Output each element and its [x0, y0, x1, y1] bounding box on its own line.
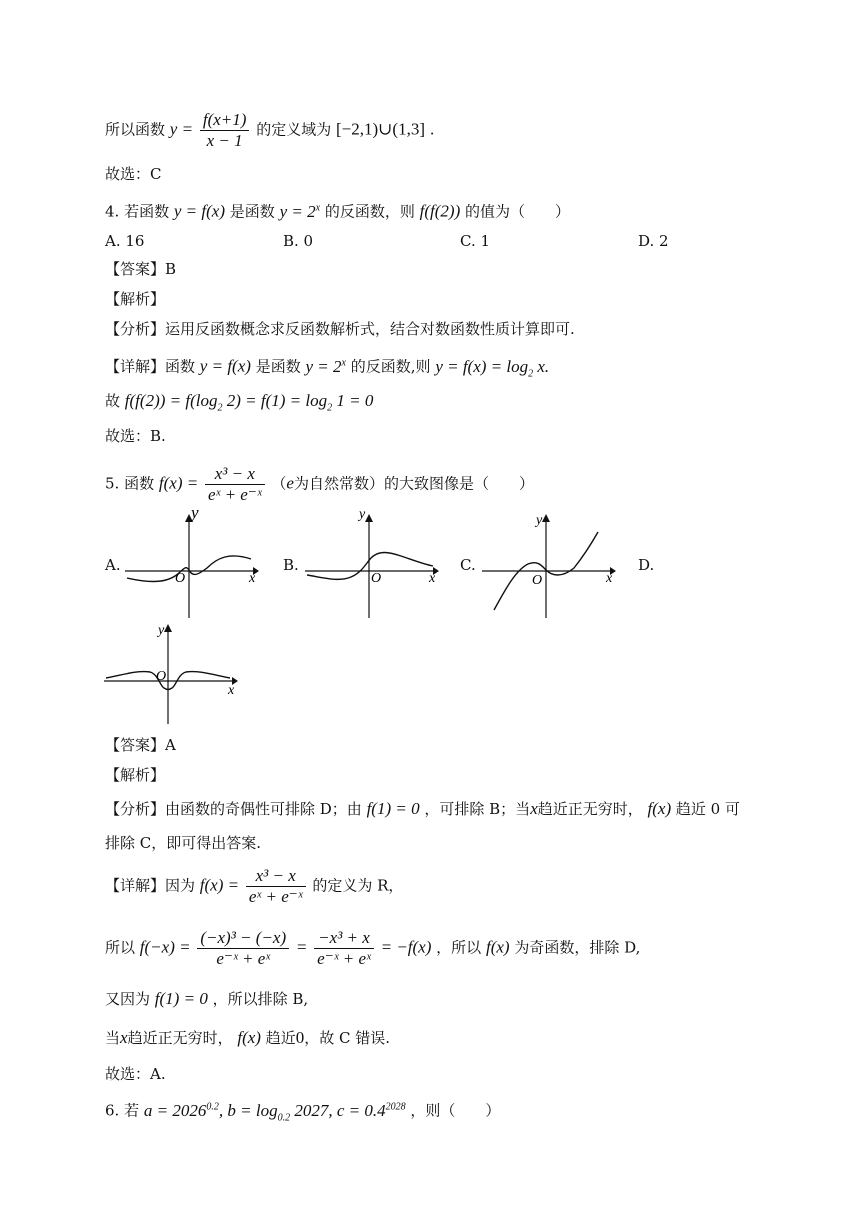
denominator: e⁻ˣ + eˣ	[317, 949, 371, 968]
text: 为奇函数，排除 D,	[514, 938, 641, 957]
formula: y =	[169, 119, 194, 139]
formula: f(x) =	[158, 473, 199, 493]
formula: f(f(2)) = f(log	[124, 391, 218, 410]
curve	[307, 553, 433, 580]
numerator: −x³ + x	[314, 928, 374, 949]
formula: y = f(x)	[199, 356, 251, 376]
origin-label: O	[175, 571, 186, 586]
formula: y = 2	[305, 356, 342, 376]
q4-detail	[105, 352, 549, 385]
fraction	[205, 464, 265, 505]
q4-option-d: D. 2	[638, 232, 669, 250]
text: 【详解】函数	[105, 357, 196, 376]
exponent: x	[315, 202, 321, 213]
q5-analysis-line2: 排除 C，即可得出答案.	[105, 834, 262, 852]
fraction	[246, 866, 306, 907]
graph-d	[104, 620, 244, 730]
text: 趋近正无穷时，	[537, 800, 643, 818]
q4-calc	[105, 390, 373, 419]
formula: y = f(x) = log	[435, 356, 529, 376]
text: 又因为	[105, 990, 151, 1008]
exponent: 0.2	[206, 1101, 219, 1112]
formula: =	[295, 937, 308, 957]
text: 若函数	[124, 202, 170, 221]
question-number: 5.	[105, 474, 120, 493]
graph-option-label-b: B.	[283, 556, 299, 574]
x-label: x	[606, 571, 613, 586]
text: 趋近 0 可	[675, 800, 740, 818]
q5-detail	[105, 866, 403, 907]
graph-b	[305, 510, 445, 620]
formula: f(x)	[485, 937, 510, 957]
text: 若	[124, 1101, 140, 1120]
q5-analysis	[105, 798, 740, 820]
formula: x	[120, 1028, 128, 1047]
q3-domain-line	[105, 110, 435, 151]
graph-option-label-a: A.	[105, 556, 121, 574]
formula: 2) = f(1) = log	[226, 391, 328, 410]
q5-exclude-b	[105, 988, 308, 1010]
denominator: eˣ + e⁻ˣ	[207, 485, 262, 504]
q5-answer: 【答案】A	[105, 736, 176, 754]
text: 所以函数	[105, 120, 166, 139]
y-arrow	[365, 514, 373, 522]
formula: , b = log	[218, 1100, 278, 1120]
q6-stem	[105, 1096, 500, 1129]
text: 所以	[105, 938, 136, 957]
text: 趋近	[265, 1029, 296, 1047]
question-number: 6.	[105, 1101, 120, 1120]
text: （	[271, 474, 287, 493]
q4-analysis: 【分析】运用反函数概念求反函数解析式，结合对数函数性质计算即可.	[105, 320, 575, 338]
q4-option-a: A. 16	[105, 232, 145, 250]
text: ，所以排除 B,	[212, 990, 309, 1008]
numerator: f(x+1)	[200, 110, 250, 131]
formula: f(x) =	[199, 875, 240, 895]
graph-c	[482, 510, 622, 620]
text: 当	[105, 1029, 121, 1047]
formula: y = 2	[279, 201, 316, 221]
exponent: 2028	[385, 1101, 406, 1112]
y-label: y	[359, 510, 366, 522]
graph-a	[125, 510, 265, 620]
formula: f(x)	[237, 1028, 261, 1047]
fraction	[314, 928, 374, 969]
subscript: 2	[327, 402, 333, 414]
x-label: x	[228, 683, 235, 698]
formula: = −f(x)	[380, 937, 432, 957]
formula: 2027, c = 0.4	[294, 1100, 386, 1120]
numerator: x³ − x	[205, 464, 265, 485]
subscript: 0.2	[277, 1112, 291, 1124]
y-label: y	[536, 513, 543, 528]
formula: x	[530, 799, 538, 818]
q4-option-b: B. 0	[283, 232, 314, 250]
domain-value: [−2,1)∪(1,3]	[336, 119, 425, 139]
denominator: eˣ + e⁻ˣ	[248, 887, 303, 906]
fraction	[200, 110, 250, 151]
text: 【分析】由函数的奇偶性可排除 D；由	[105, 800, 362, 818]
y-arrow	[164, 624, 172, 632]
question-number: 4.	[105, 202, 120, 221]
denominator: x − 1	[206, 131, 243, 150]
formula: x.	[537, 356, 550, 376]
q5-analysis-head: 【解析】	[105, 766, 166, 784]
text: 【详解】因为	[105, 876, 196, 895]
text: ，则（ ）	[410, 1101, 501, 1120]
x-label: x	[429, 571, 436, 586]
q4-answer: 【答案】B	[105, 260, 177, 278]
text: 为自然常数）的大致图像是（ ）	[293, 474, 534, 493]
text: 的定义为 R，	[312, 876, 404, 895]
subscript: 2	[217, 402, 223, 414]
denominator: e⁻ˣ + eˣ	[216, 949, 271, 968]
text: 是函数	[229, 202, 275, 221]
q4-option-c: C. 1	[460, 232, 491, 250]
y-label: y	[191, 510, 199, 522]
numerator: (−x)³ − (−x)	[197, 928, 289, 949]
formula: 0	[295, 1028, 305, 1047]
y-label: y	[158, 623, 165, 638]
formula: f(f(2))	[419, 201, 461, 221]
text: 函数	[124, 474, 155, 493]
formula: f(1) = 0	[366, 799, 420, 818]
text: 的值为（ ）	[465, 202, 571, 221]
text: 是函数	[255, 357, 301, 376]
formula: f(−x) =	[139, 937, 191, 957]
text: ，故 C 错误.	[304, 1029, 391, 1047]
origin-label: O	[156, 669, 167, 684]
q4-stem	[105, 197, 570, 223]
graph-option-label-c: C.	[460, 556, 476, 574]
y-arrow	[542, 514, 550, 522]
text: 的定义域为	[256, 120, 332, 139]
q5-choose: 故选：A.	[105, 1065, 166, 1083]
q4-analysis-head: 【解析】	[105, 290, 166, 308]
formula: f(x)	[647, 799, 672, 818]
text: .	[429, 120, 435, 139]
origin-label: O	[371, 571, 382, 586]
origin-label: O	[532, 573, 543, 588]
q4-choose: 故选：B.	[105, 427, 166, 445]
q3-answer: 故选：C	[105, 165, 162, 183]
formula: a = 2026	[143, 1100, 207, 1120]
text: ，可排除 B；当	[424, 800, 531, 818]
graph-option-label-d: D.	[638, 556, 655, 574]
numerator: x³ − x	[246, 866, 306, 887]
text: 故	[105, 392, 121, 410]
symbol: e	[286, 473, 294, 493]
subscript: 2	[528, 368, 534, 380]
x-label: x	[249, 571, 256, 586]
text: 的反函数，则	[324, 202, 415, 221]
q5-exclude-c	[105, 1027, 390, 1049]
formula: 1 = 0	[336, 391, 374, 410]
q5-stem	[105, 464, 534, 505]
formula: y = f(x)	[173, 201, 225, 221]
q5-odd-proof	[105, 928, 640, 969]
text: ，所以	[436, 938, 482, 957]
text: 趋近正无穷时，	[127, 1029, 233, 1047]
formula: f(1) = 0	[154, 989, 208, 1008]
exponent: x	[341, 357, 346, 368]
fraction	[197, 928, 289, 969]
text: 的反函数,则	[350, 357, 431, 376]
